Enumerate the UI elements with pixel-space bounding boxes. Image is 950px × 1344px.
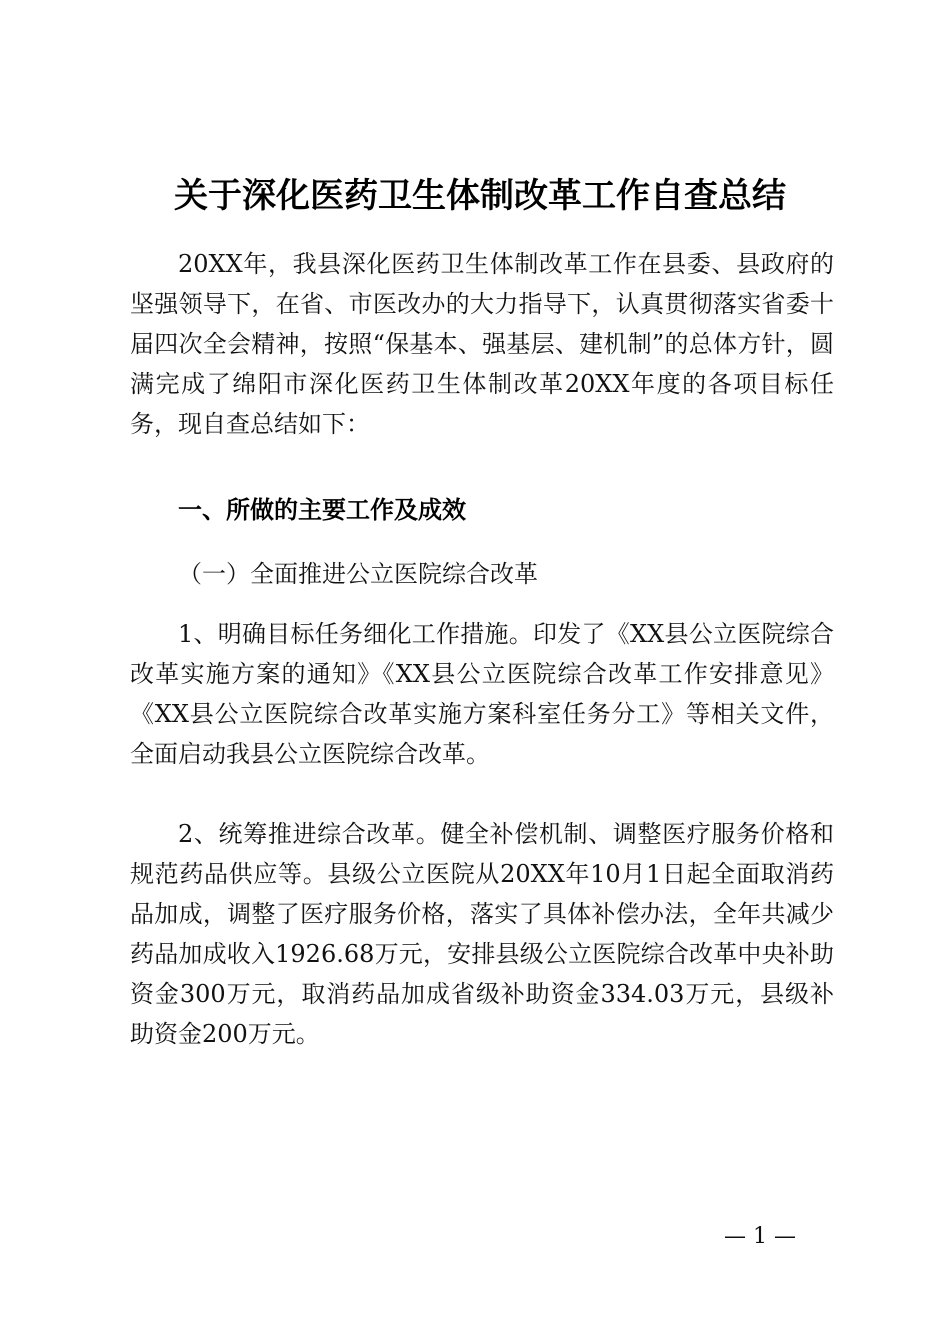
- item-1-paragraph: 1、明确目标任务细化工作措施。印发了《XX县公立医院综合改革实施方案的通知》《XX县公立医院综合改革工作安排意见》《XX县公立医院综合改革实施方案科室任务分工》等相关文件，全面启动我县公立医院综合改革。: [130, 620, 834, 768]
- intro-paragraph: 20XX年，我县深化医药卫生体制改革工作在县委、县政府的坚强领导下，在省、市医改办的大力指导下，认真贯彻落实省委十届四次全会精神，按照“保基本、强基层、建机制”的总体方针，圆满完成了绵阳市深化医药卫生体制改革20XX年度的各项目标任务，现自查总结如下：: [130, 250, 834, 438]
- document-title: 关于深化医药卫生体制改革工作自查总结: [174, 176, 786, 216]
- section-heading: 一、所做的主要工作及成效: [178, 496, 466, 524]
- item-2-paragraph: 2、统筹推进综合改革。健全补偿机制、调整医疗服务价格和规范药品供应等。县级公立医院从20XX年10月1日起全面取消药品加成，调整了医疗服务价格，落实了具体补偿办法，全年共减少药品加成收入1926.68万元，安排县级公立医院综合改革中央补助资金300万元，取消药品加成省级补助资金334.03万元，县级补助资金200万元。: [130, 820, 834, 1048]
- page-number: — 1 —: [724, 1224, 796, 1249]
- subsection-heading: （一）全面推进公立医院综合改革: [178, 560, 538, 588]
